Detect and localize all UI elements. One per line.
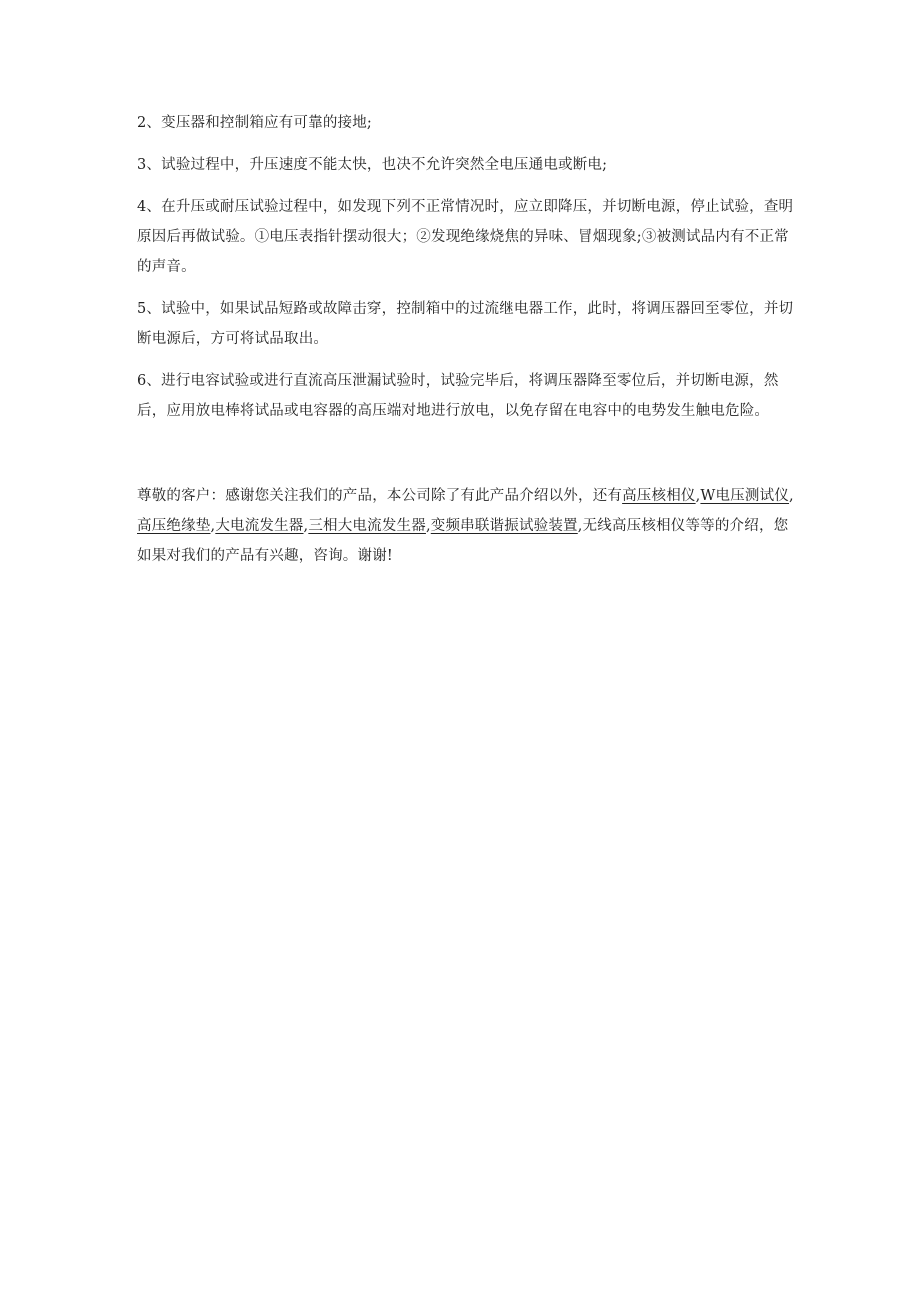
list-item: 3、试验过程中，升压速度不能太快，也决不允许突然全电压通电或断电;: [137, 157, 608, 173]
list-item: 2、变压器和控制箱应有可靠的接地;: [137, 115, 373, 131]
separator: ,: [425, 518, 431, 534]
closing-paragraph: [137, 481, 802, 571]
link-high-current-generator[interactable]: 大电流发生器: [215, 518, 304, 534]
document-content: [137, 108, 802, 583]
separator: ,: [210, 518, 216, 534]
closing-intro: 尊敬的客户：感谢您关注我们的产品，本公司除了有此产品介绍以外，还有: [137, 488, 623, 504]
separator: ,: [695, 488, 701, 504]
link-insulation-mat[interactable]: 高压绝缘垫: [137, 518, 211, 534]
link-three-phase-current-generator[interactable]: 三相大电流发生器: [308, 518, 426, 534]
list-item: 4、在升压或耐压试验过程中，如发现下列不正常情况时，应立即降压，并切断电源，停止试验，查明原因后再做试验。①电压表指针摆动很大；②发现绝缘烧焦的异味、冒烟现象;③被测试品内有不正常的声音。: [137, 199, 794, 275]
link-voltage-tester[interactable]: W电压测试仪: [700, 488, 790, 504]
link-resonance-test-device[interactable]: 变频串联谐振试验装置: [430, 518, 578, 534]
link-phase-checker[interactable]: 高压核相仪: [622, 488, 696, 504]
list-item: 5、试验中，如果试品短路或故障击穿，控制箱中的过流继电器工作，此时，将调压器回至零位，并切断电源后，方可将试品取出。: [137, 301, 794, 347]
list-item: 6、进行电容试验或进行直流高压泄漏试验时，试验完毕后，将调压器降至零位后，并切断电源，然后，应用放电棒将试品或电容器的高压端对地进行放电，以免存留在电容中的电势发生触电危险。: [137, 373, 779, 419]
separator: ,: [789, 488, 794, 504]
separator: ,: [303, 518, 309, 534]
separator: ,: [577, 518, 583, 534]
closing-tail: 无线高压核相仪等等的介绍，您如果对我们的产品有兴趣，咨询。谢谢!: [137, 518, 789, 564]
